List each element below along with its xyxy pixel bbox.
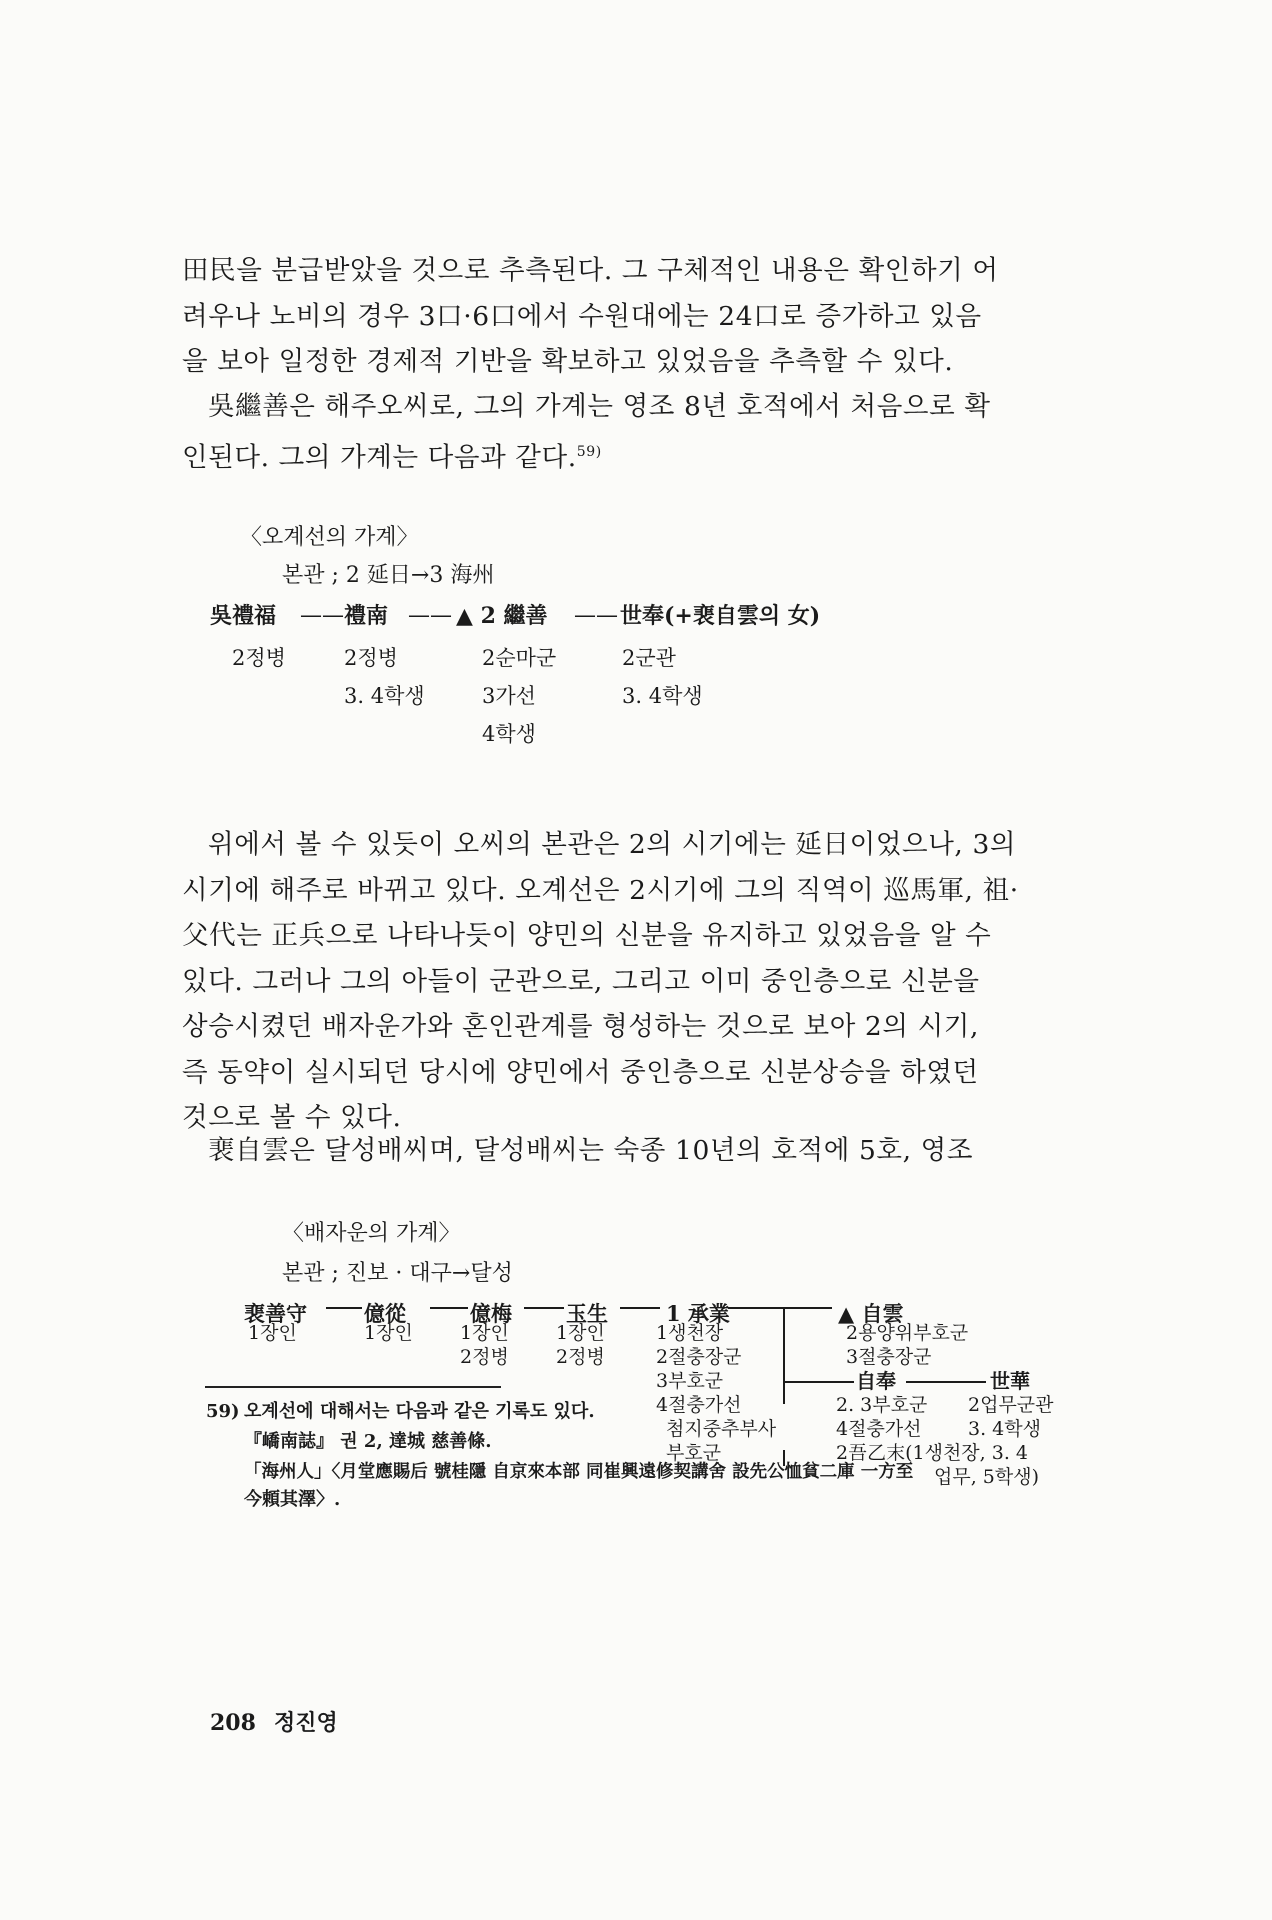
text-line: 吳繼善은 해주오씨로, 그의 가계는 영조 8년 호적에서 처음으로 확: [208, 391, 991, 422]
role-label: 1생천장: [656, 1322, 724, 1344]
role-label: 3. 4학생: [344, 684, 425, 708]
role-label: 1장인: [460, 1322, 509, 1344]
role-label: 2정병: [344, 646, 398, 670]
ancestor-name: 1 承業: [666, 1301, 730, 1326]
role-label: 1장인: [364, 1322, 413, 1344]
text-line: 즉 동약이 실시되던 당시에 양민에서 중인층으로 신분상승을 하였던: [182, 1056, 979, 1088]
genealogy-caption: 〈오계선의 가계〉: [240, 525, 419, 550]
paragraph-2: [182, 384, 1084, 480]
role-label: 2정병: [460, 1346, 509, 1368]
ancestor-name: ▲ 2 繼善: [456, 603, 548, 629]
footnote-divider: [205, 1386, 501, 1388]
role-label: 2정병: [556, 1346, 605, 1368]
author-name: 정진영: [273, 1710, 338, 1736]
text-line: 裵自雲은 달성배씨며, 달성배씨는 숙종 10년의 호적에 5호, 영조: [208, 1135, 974, 1166]
role-label: 2군관: [622, 646, 676, 670]
role-label: 1장인: [248, 1322, 297, 1344]
role-label: 2용양위부호군: [846, 1322, 969, 1344]
footnote-quote: 「海州人」〈月堂應賜后 號桂隱 自京來本部 同崔興遠修契講舍 設先公恤貧二庫 一方至: [244, 1462, 914, 1482]
role-label: 2. 3부호군: [836, 1394, 928, 1416]
text-line: 시기에 해주로 바뀌고 있다. 오계선은 2시기에 그의 직역이 巡馬軍, 祖·: [182, 874, 1019, 906]
role-label: 4절충가선: [656, 1394, 742, 1416]
text-line: 려우나 노비의 경우 3口·6口에서 수원대에는 24口로 증가하고 있음: [182, 300, 982, 332]
role-label: 4절충가선: [836, 1418, 922, 1440]
role-label: 3. 4학생: [622, 684, 703, 708]
role-label: 2업무군관: [968, 1394, 1054, 1416]
footnote-ref[interactable]: 59): [576, 443, 602, 460]
ancestor-name: 億從: [364, 1301, 406, 1326]
text-line: 을 보아 일정한 경제적 기반을 확보하고 있었음을 추측할 수 있다.: [182, 346, 954, 377]
paragraph-1: [182, 248, 1084, 385]
ancestor-name: ▲ 自雲: [838, 1301, 904, 1326]
role-label: 1장인: [556, 1322, 605, 1344]
role-label: 2절충장군: [656, 1346, 742, 1368]
lineage-connector: ——: [574, 603, 618, 628]
ancestor-name: 禮南: [344, 603, 389, 629]
ancestor-name: 吳禮福: [210, 603, 277, 629]
footnote-number: 59): [206, 1401, 240, 1422]
footnote-quote: 今頼其澤〉.: [244, 1489, 341, 1510]
text-line: 위에서 볼 수 있듯이 오씨의 본관은 2의 시기에는 延日이었으나, 3의: [208, 829, 1017, 860]
genealogy-origin: 본관 ; 진보 · 대구→달성: [282, 1261, 513, 1286]
ancestor-name: 自奉: [856, 1369, 896, 1393]
lineage-connector: ——: [300, 603, 344, 628]
role-label: 3부호군: [656, 1370, 724, 1392]
role-label: 4학생: [482, 722, 536, 746]
footnote-source: 『嶠南誌』 권 2, 達城 慈善條.: [244, 1431, 492, 1452]
lineage-connector: ——: [408, 603, 452, 628]
genealogy-caption: 〈배자운의 가계〉: [282, 1221, 461, 1246]
ancestor-name: 世華: [990, 1369, 1030, 1393]
role-label: 3가선: [482, 684, 536, 708]
text-line: 상승시켰던 배자운가와 혼인관계를 형성하는 것으로 보아 2의 시기,: [182, 1011, 980, 1042]
role-label: 2정병: [232, 646, 286, 670]
ancestor-name: 裵善守: [244, 1301, 307, 1326]
page-number: 208: [210, 1710, 256, 1736]
ancestor-name: 玉生: [566, 1301, 608, 1326]
text-line: 있다. 그러나 그의 아들이 군관으로, 그리고 이미 중인층으로 신분을: [182, 965, 980, 997]
text-line: 父代는 正兵으로 나타나듯이 양민의 신분을 유지하고 있었음을 알 수: [182, 920, 992, 951]
footnote-text: 오계선에 대해서는 다음과 같은 기록도 있다.: [244, 1401, 595, 1422]
paragraph-4: [182, 1128, 1084, 1174]
role-label: 첨지중추부사: [666, 1418, 777, 1440]
genealogy-origin: 본관 ; 2 延日→3 海州: [282, 563, 495, 588]
role-label: 부호군: [666, 1442, 722, 1464]
ancestor-name: 億梅: [470, 1301, 512, 1326]
role-label: 2吾乙末(1생천장, 3. 4: [836, 1442, 1028, 1464]
text-line: 것으로 볼 수 있다.: [182, 1102, 402, 1133]
role-label: 업무, 5학생): [934, 1466, 1039, 1488]
text-line: [182, 430, 1084, 480]
text-line: 田民을 분급받았을 것으로 추측된다. 그 구체적인 내용은 확인하기 어: [182, 255, 999, 286]
text-segment: 인된다. 그의 가계는 다음과 같다.: [182, 441, 577, 473]
page-footer: [210, 1706, 356, 1737]
role-label: 3절충장군: [846, 1346, 932, 1368]
role-label: 3. 4학생: [968, 1418, 1041, 1440]
role-label: 2순마군: [482, 646, 557, 670]
ancestor-name: 世奉(+裵自雲의 女): [620, 603, 821, 629]
paragraph-3: [182, 822, 1084, 1141]
